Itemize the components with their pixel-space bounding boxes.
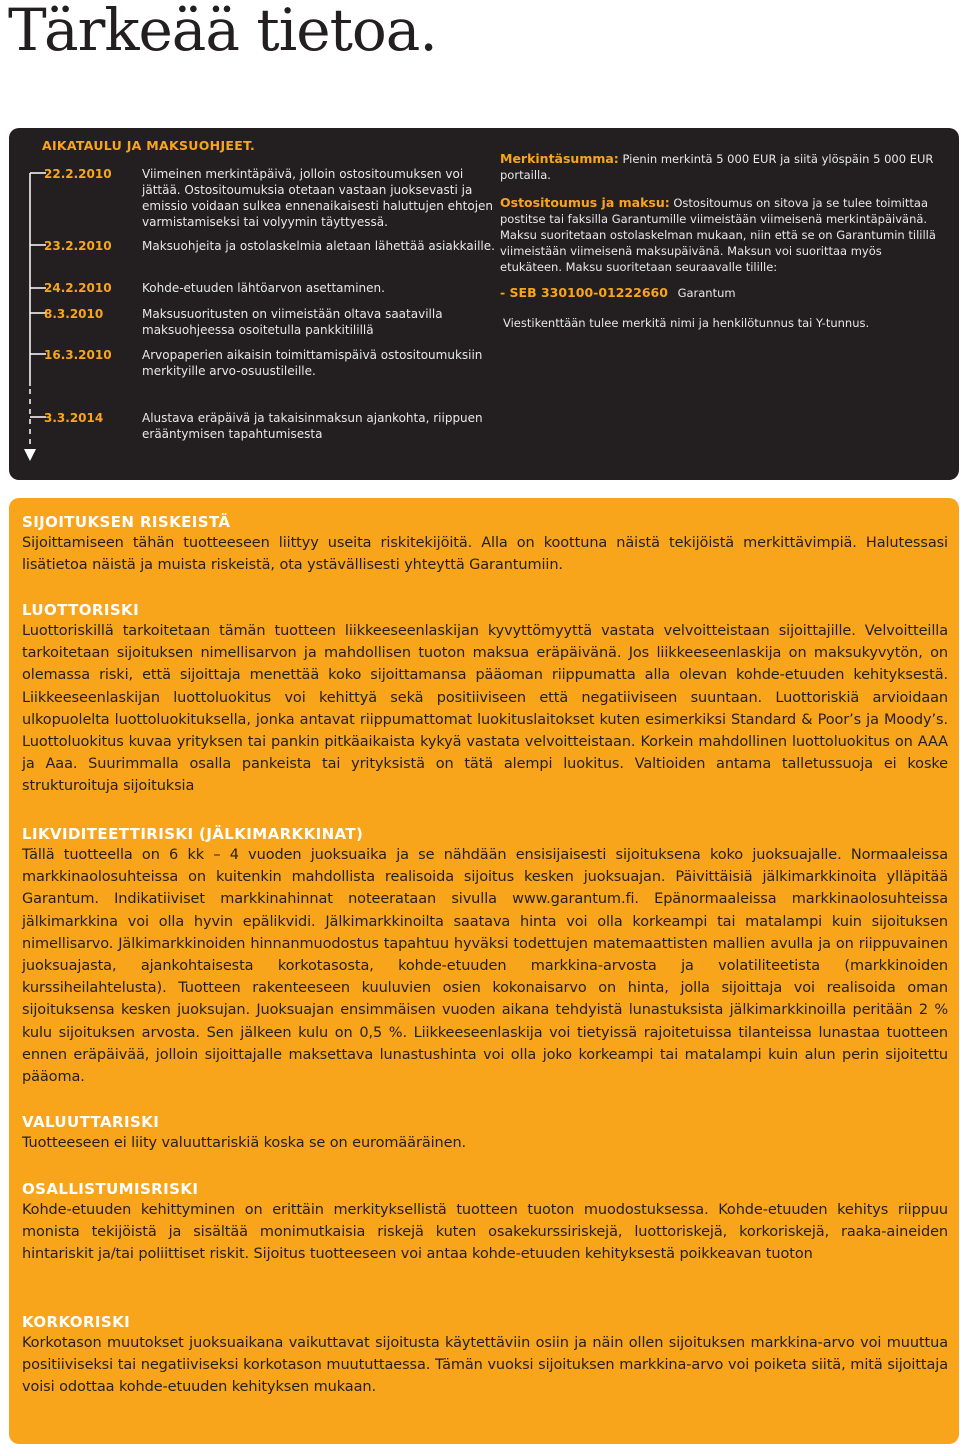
risk-section <box>22 1179 948 1266</box>
min-amount <box>500 151 940 183</box>
risk-heading: LUOTTORISKI <box>22 601 140 619</box>
commitment <box>500 195 940 275</box>
bank-account-name: Garantum <box>677 286 736 300</box>
risk-section <box>22 1112 948 1154</box>
commitment-text: Ostositoumus on sitova ja se tulee toimittaa postitse tai faksilla Garantumille viimeistään viimeisenä merkintäpäivänä. Maksu suoritetaan ostolaskelman mukaan, niin että se on Garantumin tilillä viimeistään viimeisenä maksupäivänä. Maksun voi suorittaa myös etukäteen. Maksu suoritetaan seuraavalle tilille: <box>500 196 936 274</box>
payment-instructions <box>500 151 940 331</box>
risk-heading: KORKORISKI <box>22 1313 131 1331</box>
risk-heading: VALUUTTARISKI <box>22 1113 160 1131</box>
schedule-date: 23.2.2010 <box>44 239 112 253</box>
min-amount-text: Pienin merkintä 5 000 EUR ja siitä ylöspäin 5 000 EUR portailla. <box>500 152 934 182</box>
page-title: Tärkeää tietoa. <box>8 0 437 64</box>
risk-section <box>22 824 948 1088</box>
bank-account <box>500 285 940 301</box>
payment-note: Viestikenttään tulee merkitä nimi ja henkilötunnus tai Y-tunnus. <box>503 316 870 330</box>
risk-text: Kohde-etuuden kehittyminen on erittäin merkityksellistä tuotteen tuoton muodostuksessa. Kohde-etuuden kehitys riippuu monista tekijöistä ja sisältää monimutkaisia riskejä kuten osakekurssiriskejä, luottoriskejä, korkoriskejä, raaka-aineiden hintariskit ja/tai poliittiset riskit. Sijoitus tuotteeseen voi antaa kohde-etuuden kehityksestä poikkeavan tuoton <box>22 1202 948 1263</box>
min-amount-label: Merkintäsumma: <box>500 151 619 166</box>
risk-text: Korkotason muutokset juoksuaikana vaikuttavat sijoitusta käytettäviin osiin ja näin ollen sijoituksen markkina-arvo voi muuttua positiiviseksi tai negatiiviseksi korkotason muututtaessa. Tämän vuoksi sijoituksen markkina-arvo voi poiketa siitä, mitä sijoittaja voisi odottaa kohde-etuuden kehityksen mukaan. <box>22 1335 948 1396</box>
bank-account-number: - SEB 330100-01222660 <box>500 285 668 300</box>
schedule-text: Arvopaperien aikaisin toimittamispäivä ostositoumuksiin merkityille arvo-osuustileille. <box>142 348 483 378</box>
schedule-text: Kohde-etuuden lähtöarvon asettaminen. <box>142 281 385 295</box>
risk-section <box>22 1312 948 1399</box>
risk-heading: SIJOITUKSEN RISKEISTÄ <box>22 513 231 531</box>
risk-heading: OSALLISTUMISRISKI <box>22 1180 199 1198</box>
risk-text: Luottoriskillä tarkoitetaan tämän tuotteen liikkeeseenlaskijan kyvyttömyyttä vastata velvoitteistaan sijoittajille. Velvoitteilla tarkoitetaan sijoituksen nimellisarvon ja mahdollisen tuoton maksua eräpäivänä. Jos liikkeeseenlaskija on maksukyvytön, on olemassa riski, että sijoittaja menettää koko sijoittamansa pääoman riippumatta alla olevan kohde-etuuden kehityksestä. Liikkeeseenlaskijan luottoluokitus voi kehittyä sekä positiiviseen että negatiiviseen suuntaan. Luottoriskiä arvioidaan ulkopuolelta luottoluokituksella, jonka antavat riippumattomat luokituslaitokset kuten esimerkiksi Standard & Poor’s ja Moody’s. Luottoluokitus kuvaa yrityksen tai pankin pitkäaikaista kykyä vastata velvoitteistaan. Korkein mahdollinen luottoluokitus on AAA ja Aaa. Suurimmalla osalla pankeista tai yrityksistä on tätä alempi luokitus. Valtioiden antama talletussuoja ei koske strukturoituja sijoituksia <box>22 623 948 795</box>
risk-text: Tuotteeseen ei liity valuuttariskiä koska se on euromääräinen. <box>22 1135 467 1151</box>
schedule-text: Alustava eräpäivä ja takaisinmaksun ajankohta, riippuen erääntymisen tapahtumisesta <box>142 411 483 441</box>
risk-panel <box>9 498 959 1444</box>
risk-text: Tällä tuotteella on 6 kk – 4 vuoden juoksuaika ja se nähdään ensisijaisesti sijoituksena koko juoksuajalle. Normaaleissa markkinaolosuhteissa on kuitenkin mahdollista realisoida sijoitus kesken juoksuajan. Päivittäisiä jälkimarkkinoita ylläpitää Garantum. Indikatiiviset markkinahinnat noteerataan sivulla www.garantum.fi. Epänormaaleissa markkinaolosuhteissa jälkimarkkina voi olla hyvin epälikvidi. Jälkimarkkinoilta saatava hinta voi olla korkeampi tai matalampi kuin sijoituksen nimellisarvo. Jälkimarkkinoiden hinnanmuodostus tapahtuu hyväksi todettujen matemaattisten mallien avulla ja on riippuvainen juoksuajasta, ajankohtaisesta korkotasosta, kohde-etuuden markkina-arvosta ja volatiliteetista (markkinoiden kurssiheilahtelusta). Tuotteen rakenteeseen kuuluvien osien kokonaisarvo on hinta, jolla sijoittaja voi realisoida oman sijoituksensa kesken juoksujan. Juoksuajan ensimmäisen vuoden aikana tehdyistä lunastuksista jälkimarkkinoilla peritään 2 % kulu sijoituksen arvosta. Sen jälkeen kulu on 0,5 %. Liikkeeseenlaskija voi tietyissä rajoitetuissa tilanteissa lunastaa tuotteen ennen eräpäivää, jolloin sijoittajalle maksettava lunastushinta voi olla joko korkeampi tai matalampi kuin alun perin sijoitettu pääoma. <box>22 847 948 1086</box>
schedule-date: 8.3.2010 <box>44 307 104 321</box>
schedule-date: 22.2.2010 <box>44 167 112 181</box>
schedule-date: 3.3.2014 <box>44 411 104 425</box>
schedule-text: Viimeinen merkintäpäivä, jolloin ostositoumuksen voi jättää. Ostositoumuksia otetaan vastaan juoksevasti ja emissio voidaan sulkea ennenaikaisesti haluttujen ehtojen varmistamiseksi tai volyymin täyttyessä. <box>142 167 494 229</box>
schedule-heading: AIKATAULU JA MAKSUOHJEET. <box>42 138 256 153</box>
schedule-panel <box>9 128 959 480</box>
schedule-date: 16.3.2010 <box>44 348 112 362</box>
commitment-label: Ostositoumus ja maksu: <box>500 195 670 210</box>
risk-section <box>22 600 948 798</box>
risk-section <box>22 512 948 576</box>
schedule-text: Maksuohjeita ja ostolaskelmia aletaan lähettää asiakkaille. <box>142 239 495 253</box>
risk-text: Sijoittamiseen tähän tuotteeseen liittyy useita riskitekijöitä. Alla on koottuna näistä tekijöistä merkittävimpiä. Halutessasi lisätietoa näistä ja muista riskeistä, ota ystävällisesti yhteyttä Garantumiin. <box>22 535 948 574</box>
risk-heading: LIKVIDITEETTIRISKI (JÄLKIMARKKINAT) <box>22 825 364 843</box>
schedule-text: Maksusuoritusten on viimeistään oltava saatavilla maksuohjeessa osoitetulla pankkitilillä <box>142 307 443 337</box>
schedule-date: 24.2.2010 <box>44 281 112 295</box>
